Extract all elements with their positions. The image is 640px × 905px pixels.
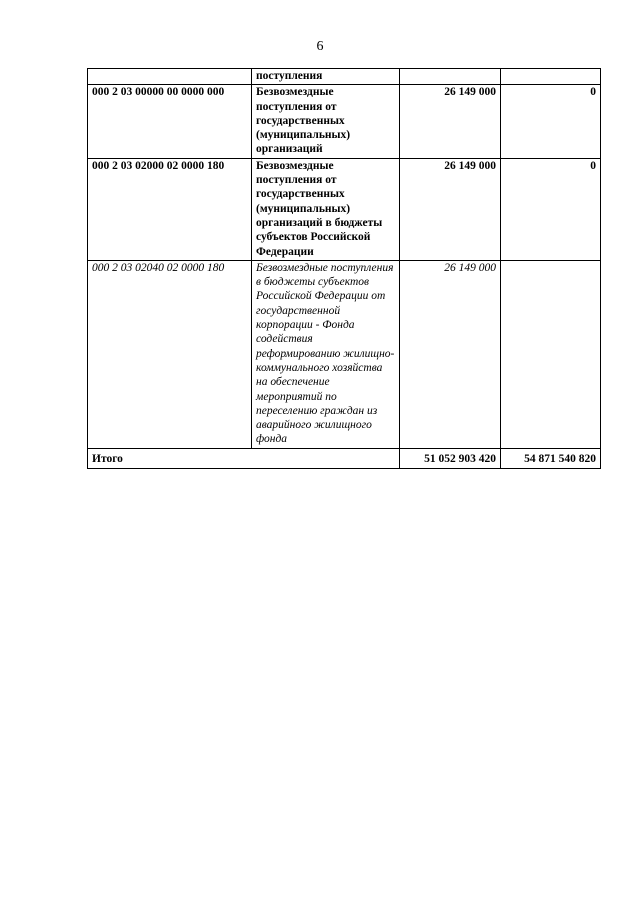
table-row <box>88 260 601 448</box>
total-row <box>88 448 601 468</box>
amount-cell-1 <box>400 69 501 85</box>
total-amount-1: 51 052 903 420 <box>400 448 501 468</box>
amount-cell-1: 26 149 000 <box>400 158 501 260</box>
total-amount-2: 54 871 540 820 <box>501 448 601 468</box>
amount-cell-2: 0 <box>501 158 601 260</box>
description-cell: Безвозмездные поступления в бюджеты субъектов Российской Федерации от государственной корпорации - Фонда содействия реформированию жилищно-коммунального хозяйства на обеспечение мероприятий по переселению граждан из аварийного жилищного фонда <box>252 260 400 448</box>
amount-cell-1: 26 149 000 <box>400 260 501 448</box>
amount-cell-1: 26 149 000 <box>400 85 501 158</box>
amount-cell-2 <box>501 260 601 448</box>
table-row <box>88 69 601 85</box>
description-cell: Безвозмездные поступления от государственных (муниципальных) организаций <box>252 85 400 158</box>
page-number: 6 <box>316 39 324 54</box>
total-label: Итого <box>88 448 400 468</box>
amount-cell-2: 0 <box>501 85 601 158</box>
budget-code-cell: 000 2 03 00000 00 0000 000 <box>88 85 252 158</box>
budget-code-cell <box>88 69 252 85</box>
description-cell: поступления <box>252 69 400 85</box>
table-row <box>88 158 601 260</box>
table-row <box>88 85 601 158</box>
revenue-table <box>87 68 601 469</box>
description-cell: Безвозмездные поступления от государственных (муниципальных) организаций в бюджеты субъектов Российской Федерации <box>252 158 400 260</box>
amount-cell-2 <box>501 69 601 85</box>
budget-code-cell: 000 2 03 02000 02 0000 180 <box>88 158 252 260</box>
budget-code-cell: 000 2 03 02040 02 0000 180 <box>88 260 252 448</box>
